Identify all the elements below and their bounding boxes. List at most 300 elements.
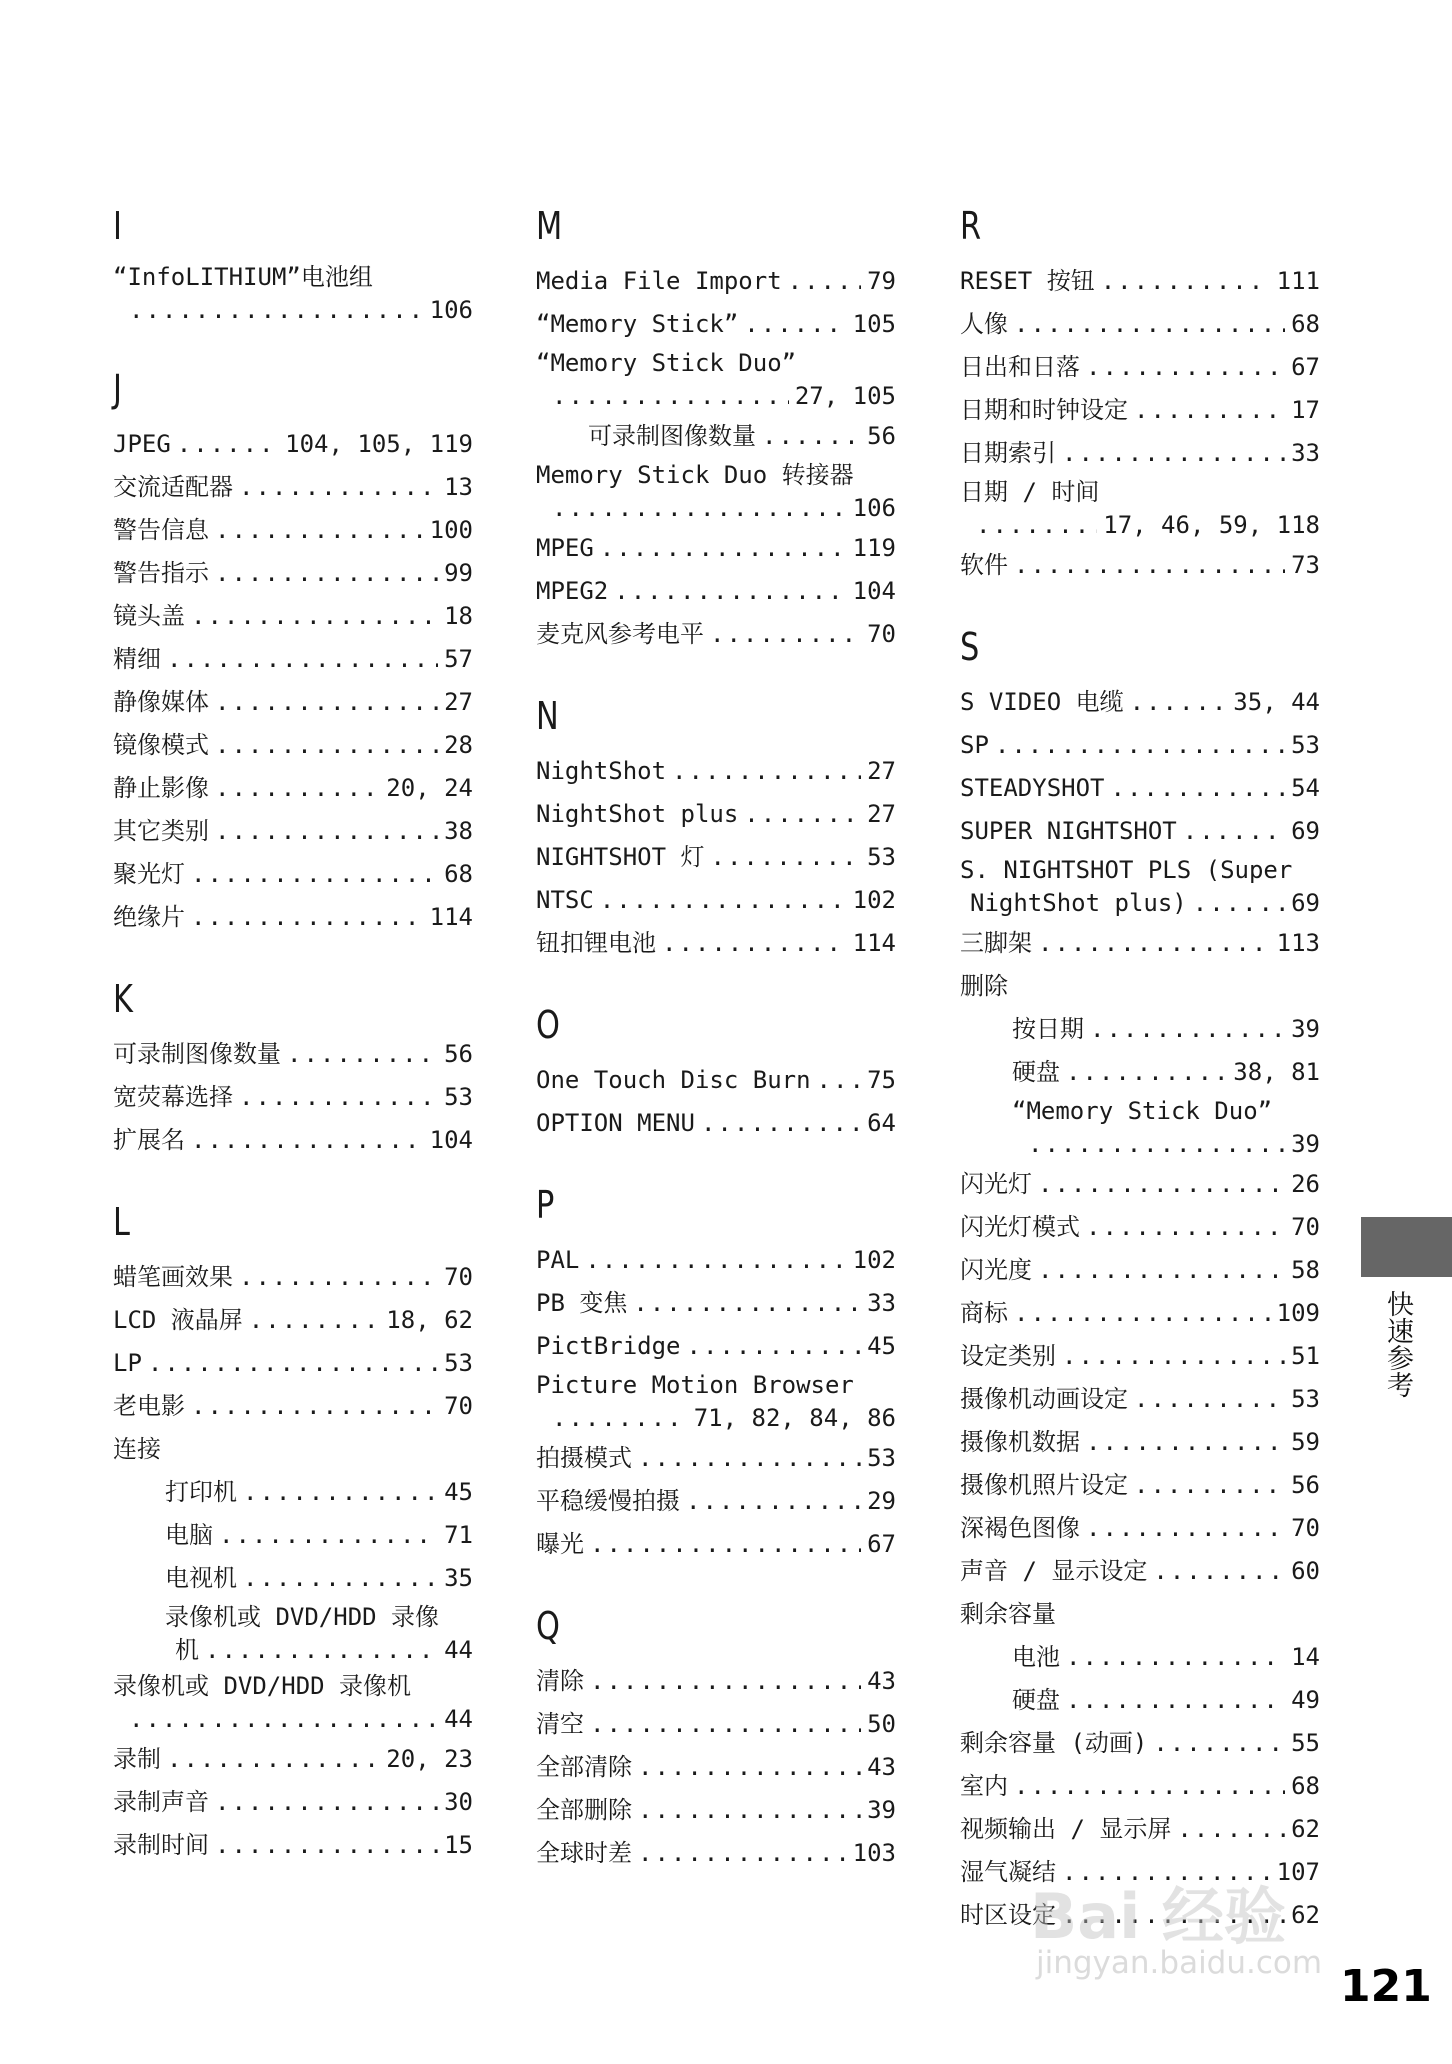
index-entry [960, 1163, 1320, 1206]
entry-term: 宽荧幕选择 [113, 1083, 233, 1111]
dot-leader [600, 879, 847, 922]
entry-page: 28 [444, 731, 473, 759]
index-entry [113, 810, 473, 853]
entry-term: 深褐色图像 [960, 1514, 1080, 1542]
section-letter: J [113, 367, 122, 411]
index-entry [960, 389, 1320, 432]
entry-term: One Touch Disc Burn [536, 1066, 811, 1094]
index-entry [960, 1722, 1320, 1765]
dot-leader [1014, 544, 1285, 587]
entry-term: 硬盘 [1012, 1686, 1060, 1714]
chapter-tab-marker [1361, 1217, 1452, 1277]
index-entry [113, 1428, 473, 1471]
entry-page: 103 [852, 1839, 896, 1867]
index-entry [113, 1669, 473, 1738]
index-entry [960, 1008, 1320, 1051]
index-entry [536, 570, 896, 613]
entry-term: 剩余容量 (动画) [960, 1729, 1148, 1757]
entry-page: 104 [429, 1126, 473, 1154]
entry-page: 17 [1291, 396, 1320, 424]
entry-page: 26 [1291, 1170, 1320, 1198]
entry-continuation [113, 1703, 473, 1735]
entry-term: NTSC [536, 886, 594, 914]
entry-term: 按日期 [1012, 1015, 1084, 1043]
entry-page: 33 [1291, 439, 1320, 467]
index-entry [536, 1239, 896, 1282]
entry-continuation [165, 1634, 473, 1666]
entry-term: 三脚架 [960, 929, 1032, 957]
entry-term: 闪光灯模式 [960, 1213, 1080, 1241]
entry-page: 70 [1291, 1213, 1320, 1241]
entry-page: 44 [444, 1636, 473, 1664]
index-entry [960, 1206, 1320, 1249]
dot-leader [1038, 922, 1271, 965]
entry-term: 聚光灯 [113, 860, 185, 888]
entry-term: 镜像模式 [113, 731, 209, 759]
dot-leader [600, 527, 847, 570]
dot-leader [215, 552, 438, 595]
dot-leader [1086, 1206, 1285, 1249]
entry-term: 镜头盖 [113, 602, 185, 630]
dot-leader [219, 1514, 438, 1557]
entry-page: 71 [444, 1521, 473, 1549]
entry-continuation [1012, 1128, 1320, 1160]
dot-leader [215, 1781, 438, 1824]
index-entry [113, 1738, 473, 1781]
dot-leader [129, 1703, 438, 1735]
entry-page: 15 [444, 1831, 473, 1859]
entry-continuation [960, 887, 1320, 919]
entry-term: PB 变焦 [536, 1289, 628, 1317]
entry-page: 69 [1291, 889, 1320, 917]
entry-term: “InfoLITHIUM”电池组 [113, 263, 373, 291]
index-column-2 [536, 204, 896, 1913]
entry-term: 摄像机动画设定 [960, 1385, 1128, 1413]
entry-term: MPEG [536, 534, 594, 562]
index-column-3 [960, 204, 1320, 1975]
section-letter: M [536, 204, 563, 248]
dot-leader [129, 294, 424, 326]
entry-term: 全部删除 [536, 1796, 632, 1824]
index-entry [113, 1256, 473, 1299]
entry-page: 70 [867, 620, 896, 648]
entry-term: 警告信息 [113, 516, 209, 544]
entry-term-continued: NightShot plus) [970, 889, 1187, 917]
entry-page: 14 [1291, 1643, 1320, 1671]
dot-leader [167, 638, 438, 681]
dot-leader [762, 415, 861, 458]
index-entry [536, 1523, 896, 1566]
index-entry [536, 1325, 896, 1368]
section-letter: I [113, 204, 122, 248]
entry-page: 43 [867, 1667, 896, 1695]
dot-leader [710, 613, 861, 656]
entry-page: 44 [444, 1705, 473, 1733]
index-section [113, 1200, 473, 1867]
entry-page: 70 [444, 1263, 473, 1291]
entry-term: 闪光度 [960, 1256, 1032, 1284]
dot-leader [633, 1282, 861, 1325]
entry-term: S VIDEO 电缆 [960, 688, 1124, 716]
entry-page: 38 [444, 817, 473, 845]
index-entry [960, 1550, 1320, 1593]
index-entry [536, 879, 896, 922]
entry-page: 68 [1291, 1772, 1320, 1800]
entry-term: Picture Motion Browser [536, 1371, 854, 1399]
index-entry [536, 793, 896, 836]
entry-page: 114 [429, 903, 473, 931]
dot-leader [239, 466, 438, 509]
dot-leader [976, 509, 1097, 541]
entry-term: 删除 [960, 972, 1008, 1000]
entry-page: 27 [867, 757, 896, 785]
entry-term: 清空 [536, 1710, 584, 1738]
index-entry [960, 1378, 1320, 1421]
entry-page: 68 [1291, 310, 1320, 338]
index-entry [960, 922, 1320, 965]
index-entry [960, 260, 1320, 303]
dot-leader [1134, 1464, 1285, 1507]
index-entry [960, 303, 1320, 346]
dot-leader [817, 1059, 862, 1102]
dot-leader [1062, 432, 1285, 475]
entry-term: 录制声音 [113, 1788, 209, 1816]
entry-term: 绝缘片 [113, 903, 185, 931]
entry-page: 113 [1276, 929, 1320, 957]
index-entry [536, 415, 896, 458]
index-entry [960, 1507, 1320, 1550]
entry-continuation [113, 294, 473, 326]
entry-page: 73 [1291, 551, 1320, 579]
index-entry [113, 681, 473, 724]
dot-leader [662, 922, 847, 965]
entry-term: 清除 [536, 1667, 584, 1695]
section-letter: S [960, 625, 980, 669]
entry-term: 商标 [960, 1299, 1008, 1327]
index-entry [536, 1746, 896, 1789]
entry-term: 电脑 [165, 1521, 213, 1549]
index-entry [960, 1679, 1320, 1722]
index-entry [960, 432, 1320, 475]
entry-term: 时区设定 [960, 1901, 1056, 1929]
entry-page: 27 [867, 800, 896, 828]
entry-term: 曝光 [536, 1530, 584, 1558]
entry-page: 54 [1291, 774, 1320, 802]
entry-term: OPTION MENU [536, 1109, 695, 1137]
index-entry [536, 1437, 896, 1480]
entry-term: 湿气凝结 [960, 1858, 1056, 1886]
entry-page: 105 [852, 310, 896, 338]
entry-term: 剩余容量 [960, 1600, 1056, 1628]
dot-leader [1066, 1051, 1227, 1094]
entry-term: 老电影 [113, 1392, 185, 1420]
dot-leader [1066, 1679, 1285, 1722]
entry-term: MPEG2 [536, 577, 609, 605]
dot-leader [215, 724, 438, 767]
index-section [113, 977, 473, 1162]
entry-term: SUPER NIGHTSHOT [960, 817, 1177, 845]
dot-leader [638, 1789, 861, 1832]
entry-page: 109 [1276, 1299, 1320, 1327]
dot-leader [1153, 1550, 1285, 1593]
entry-page: 67 [1291, 353, 1320, 381]
dot-leader [191, 595, 438, 638]
dot-leader [243, 1557, 438, 1600]
entry-term: Memory Stick Duo 转接器 [536, 461, 854, 489]
index-entry [536, 750, 896, 793]
entry-page: 20, 23 [386, 1745, 473, 1773]
index-entry [113, 1119, 473, 1162]
dot-leader [215, 767, 380, 810]
dot-leader [638, 1437, 861, 1480]
dot-leader [215, 681, 438, 724]
entry-term: 可录制图像数量 [113, 1040, 281, 1068]
dot-leader [1014, 1292, 1271, 1335]
entry-continuation [536, 380, 896, 412]
index-entry [113, 509, 473, 552]
dot-leader [672, 750, 861, 793]
dot-leader [1090, 1008, 1285, 1051]
entry-page: 111 [1276, 267, 1320, 295]
entry-term: PAL [536, 1246, 580, 1274]
index-section [536, 1183, 896, 1566]
entry-page: 58 [1291, 1256, 1320, 1284]
index-entry [536, 613, 896, 656]
entry-term: 录像机或 DVD/HDD 录像机 [113, 1672, 412, 1700]
entry-page: 62 [1291, 1901, 1320, 1929]
entry-page: 104 [852, 577, 896, 605]
entry-page: 45 [867, 1332, 896, 1360]
dot-leader [614, 570, 846, 613]
entry-page: 18, 62 [386, 1306, 473, 1334]
entry-term: 扩展名 [113, 1126, 185, 1154]
entry-term: “Memory Stick Duo” [536, 349, 797, 377]
index-entry [536, 1368, 896, 1437]
index-entry [536, 346, 896, 415]
entry-term: LCD 液晶屏 [113, 1306, 243, 1334]
entry-page: 39 [867, 1796, 896, 1824]
dot-leader [167, 1738, 380, 1781]
section-letter: O [536, 1003, 560, 1047]
entry-term: 全球时差 [536, 1839, 632, 1867]
index-entry [536, 1703, 896, 1746]
index-entry [113, 1824, 473, 1867]
entry-term: NIGHTSHOT 灯 [536, 843, 705, 871]
entry-page: 56 [867, 422, 896, 450]
entry-page: 64 [867, 1109, 896, 1137]
entry-page: 60 [1291, 1557, 1320, 1585]
index-entry [960, 544, 1320, 587]
entry-term: NightShot [536, 757, 667, 785]
index-entry [113, 638, 473, 681]
index-section [113, 367, 473, 939]
dot-leader [1014, 303, 1285, 346]
entry-page: 30 [444, 1788, 473, 1816]
dot-leader [552, 380, 789, 412]
entry-term: 日期索引 [960, 439, 1056, 467]
index-entry [536, 1059, 896, 1102]
page-number: 121 [1340, 1961, 1432, 2012]
index-entry [536, 260, 896, 303]
dot-leader [1193, 887, 1285, 919]
entry-term: PictBridge [536, 1332, 681, 1360]
entry-term: 连接 [113, 1435, 161, 1463]
entry-term: SP [960, 731, 989, 759]
dot-leader [191, 1119, 424, 1162]
dot-leader [239, 1256, 438, 1299]
entry-term: 静像媒体 [113, 688, 209, 716]
entry-term: 电池 [1012, 1643, 1060, 1671]
dot-leader [590, 1703, 861, 1746]
entry-page: 59 [1291, 1428, 1320, 1456]
index-entry [113, 1557, 473, 1600]
entry-term: 录像机或 DVD/HDD 录像 [165, 1603, 440, 1631]
entry-term: STEADYSHOT [960, 774, 1105, 802]
index-entry [960, 1249, 1320, 1292]
dot-leader [191, 853, 438, 896]
entry-term: 软件 [960, 551, 1008, 579]
entry-page: 75 [867, 1066, 896, 1094]
entry-page: 107 [1276, 1858, 1320, 1886]
entry-term: 日期 / 时间 [960, 478, 1100, 506]
entry-page: 55 [1291, 1729, 1320, 1757]
entry-page: 104, 105, 119 [285, 430, 473, 458]
index-entry [960, 810, 1320, 853]
dot-leader [1183, 810, 1285, 853]
dot-leader [191, 896, 424, 939]
dot-leader [1062, 1335, 1285, 1378]
entry-page: 53 [1291, 731, 1320, 759]
entry-term: 硬盘 [1012, 1058, 1060, 1086]
entry-term: 摄像机数据 [960, 1428, 1080, 1456]
entry-page: 56 [444, 1040, 473, 1068]
dot-leader [205, 1634, 438, 1666]
dot-leader [191, 1385, 438, 1428]
index-entry [960, 1636, 1320, 1679]
index-section [960, 625, 1320, 1937]
section-letter: R [960, 204, 982, 248]
entry-page: 43 [867, 1753, 896, 1781]
entry-page: 102 [852, 1246, 896, 1274]
entry-page: 49 [1291, 1686, 1320, 1714]
index-entry [113, 1385, 473, 1428]
entry-page: 53 [867, 843, 896, 871]
entry-page: 99 [444, 559, 473, 587]
entry-page: 53 [444, 1349, 473, 1377]
entry-term: 其它类别 [113, 817, 209, 845]
section-letter: L [113, 1200, 130, 1244]
entry-term: 人像 [960, 310, 1008, 338]
section-letter: K [113, 977, 133, 1021]
dot-leader [1153, 1722, 1285, 1765]
entry-page: 45 [444, 1478, 473, 1506]
dot-leader [788, 260, 861, 303]
entry-page: 20, 24 [386, 774, 473, 802]
entry-page: 13 [444, 473, 473, 501]
entry-term: 蜡笔画效果 [113, 1263, 233, 1291]
entry-page: 35, 44 [1233, 688, 1320, 716]
dot-leader [287, 1033, 438, 1076]
entry-page: 70 [444, 1392, 473, 1420]
entry-continuation [960, 509, 1320, 541]
index-entry [536, 1102, 896, 1145]
section-letter: P [536, 1183, 555, 1227]
dot-leader [215, 810, 438, 853]
dot-leader [552, 1402, 688, 1434]
entry-page: 102 [852, 886, 896, 914]
entry-page: 79 [867, 267, 896, 295]
dot-leader [590, 1660, 861, 1703]
entry-term: 静止影像 [113, 774, 209, 802]
dot-leader [1038, 1249, 1285, 1292]
index-entry [960, 346, 1320, 389]
section-letter: Q [536, 1604, 560, 1648]
index-section [536, 694, 896, 965]
entry-page: 35 [444, 1564, 473, 1592]
index-entry [960, 1292, 1320, 1335]
index-entry [960, 1593, 1320, 1636]
chapter-tab-label: 快速参考 [1382, 1290, 1413, 1398]
index-entry [536, 1660, 896, 1703]
index-section [536, 204, 896, 656]
index-entry [113, 1076, 473, 1119]
index-entry [960, 853, 1320, 922]
index-entry [536, 527, 896, 570]
dot-leader [1101, 260, 1271, 303]
entry-term: 录制时间 [113, 1831, 209, 1859]
index-entry [113, 1471, 473, 1514]
entry-page: 62 [1291, 1815, 1320, 1843]
index-entry [113, 1033, 473, 1076]
index-entry [113, 1781, 473, 1824]
entry-term: 麦克风参考电平 [536, 620, 704, 648]
index-entry [960, 1051, 1320, 1094]
entry-page: 106 [852, 494, 896, 522]
index-entry [113, 853, 473, 896]
dot-leader [686, 1480, 861, 1523]
dot-leader [1086, 346, 1285, 389]
entry-page: 114 [852, 929, 896, 957]
index-entry [113, 466, 473, 509]
entry-term: 警告指示 [113, 559, 209, 587]
entry-term: 日出和日落 [960, 353, 1080, 381]
index-entry [113, 896, 473, 939]
entry-continuation [536, 1402, 896, 1434]
dot-leader [711, 836, 862, 879]
entry-term: NightShot plus [536, 800, 739, 828]
entry-page: 106 [429, 296, 473, 324]
entry-term: 平稳缓慢拍摄 [536, 1487, 680, 1515]
index-entry [113, 724, 473, 767]
entry-term: 声音 / 显示设定 [960, 1557, 1148, 1585]
index-entry [536, 1282, 896, 1325]
entry-page: 27, 105 [794, 382, 896, 410]
entry-page: 38, 81 [1233, 1058, 1320, 1086]
entry-term: 可录制图像数量 [588, 422, 756, 450]
index-entry [536, 922, 896, 965]
section-letter: N [536, 694, 559, 738]
entry-term: 全部清除 [536, 1753, 632, 1781]
dot-leader [239, 1076, 438, 1119]
entry-term: Media File Import [536, 267, 782, 295]
entry-page: 33 [867, 1289, 896, 1317]
entry-term: 钮扣锂电池 [536, 929, 656, 957]
entry-term: 交流适配器 [113, 473, 233, 501]
index-entry [960, 1464, 1320, 1507]
dot-leader [552, 492, 847, 524]
index-entry [960, 965, 1320, 1008]
entry-page: 39 [1291, 1130, 1320, 1158]
